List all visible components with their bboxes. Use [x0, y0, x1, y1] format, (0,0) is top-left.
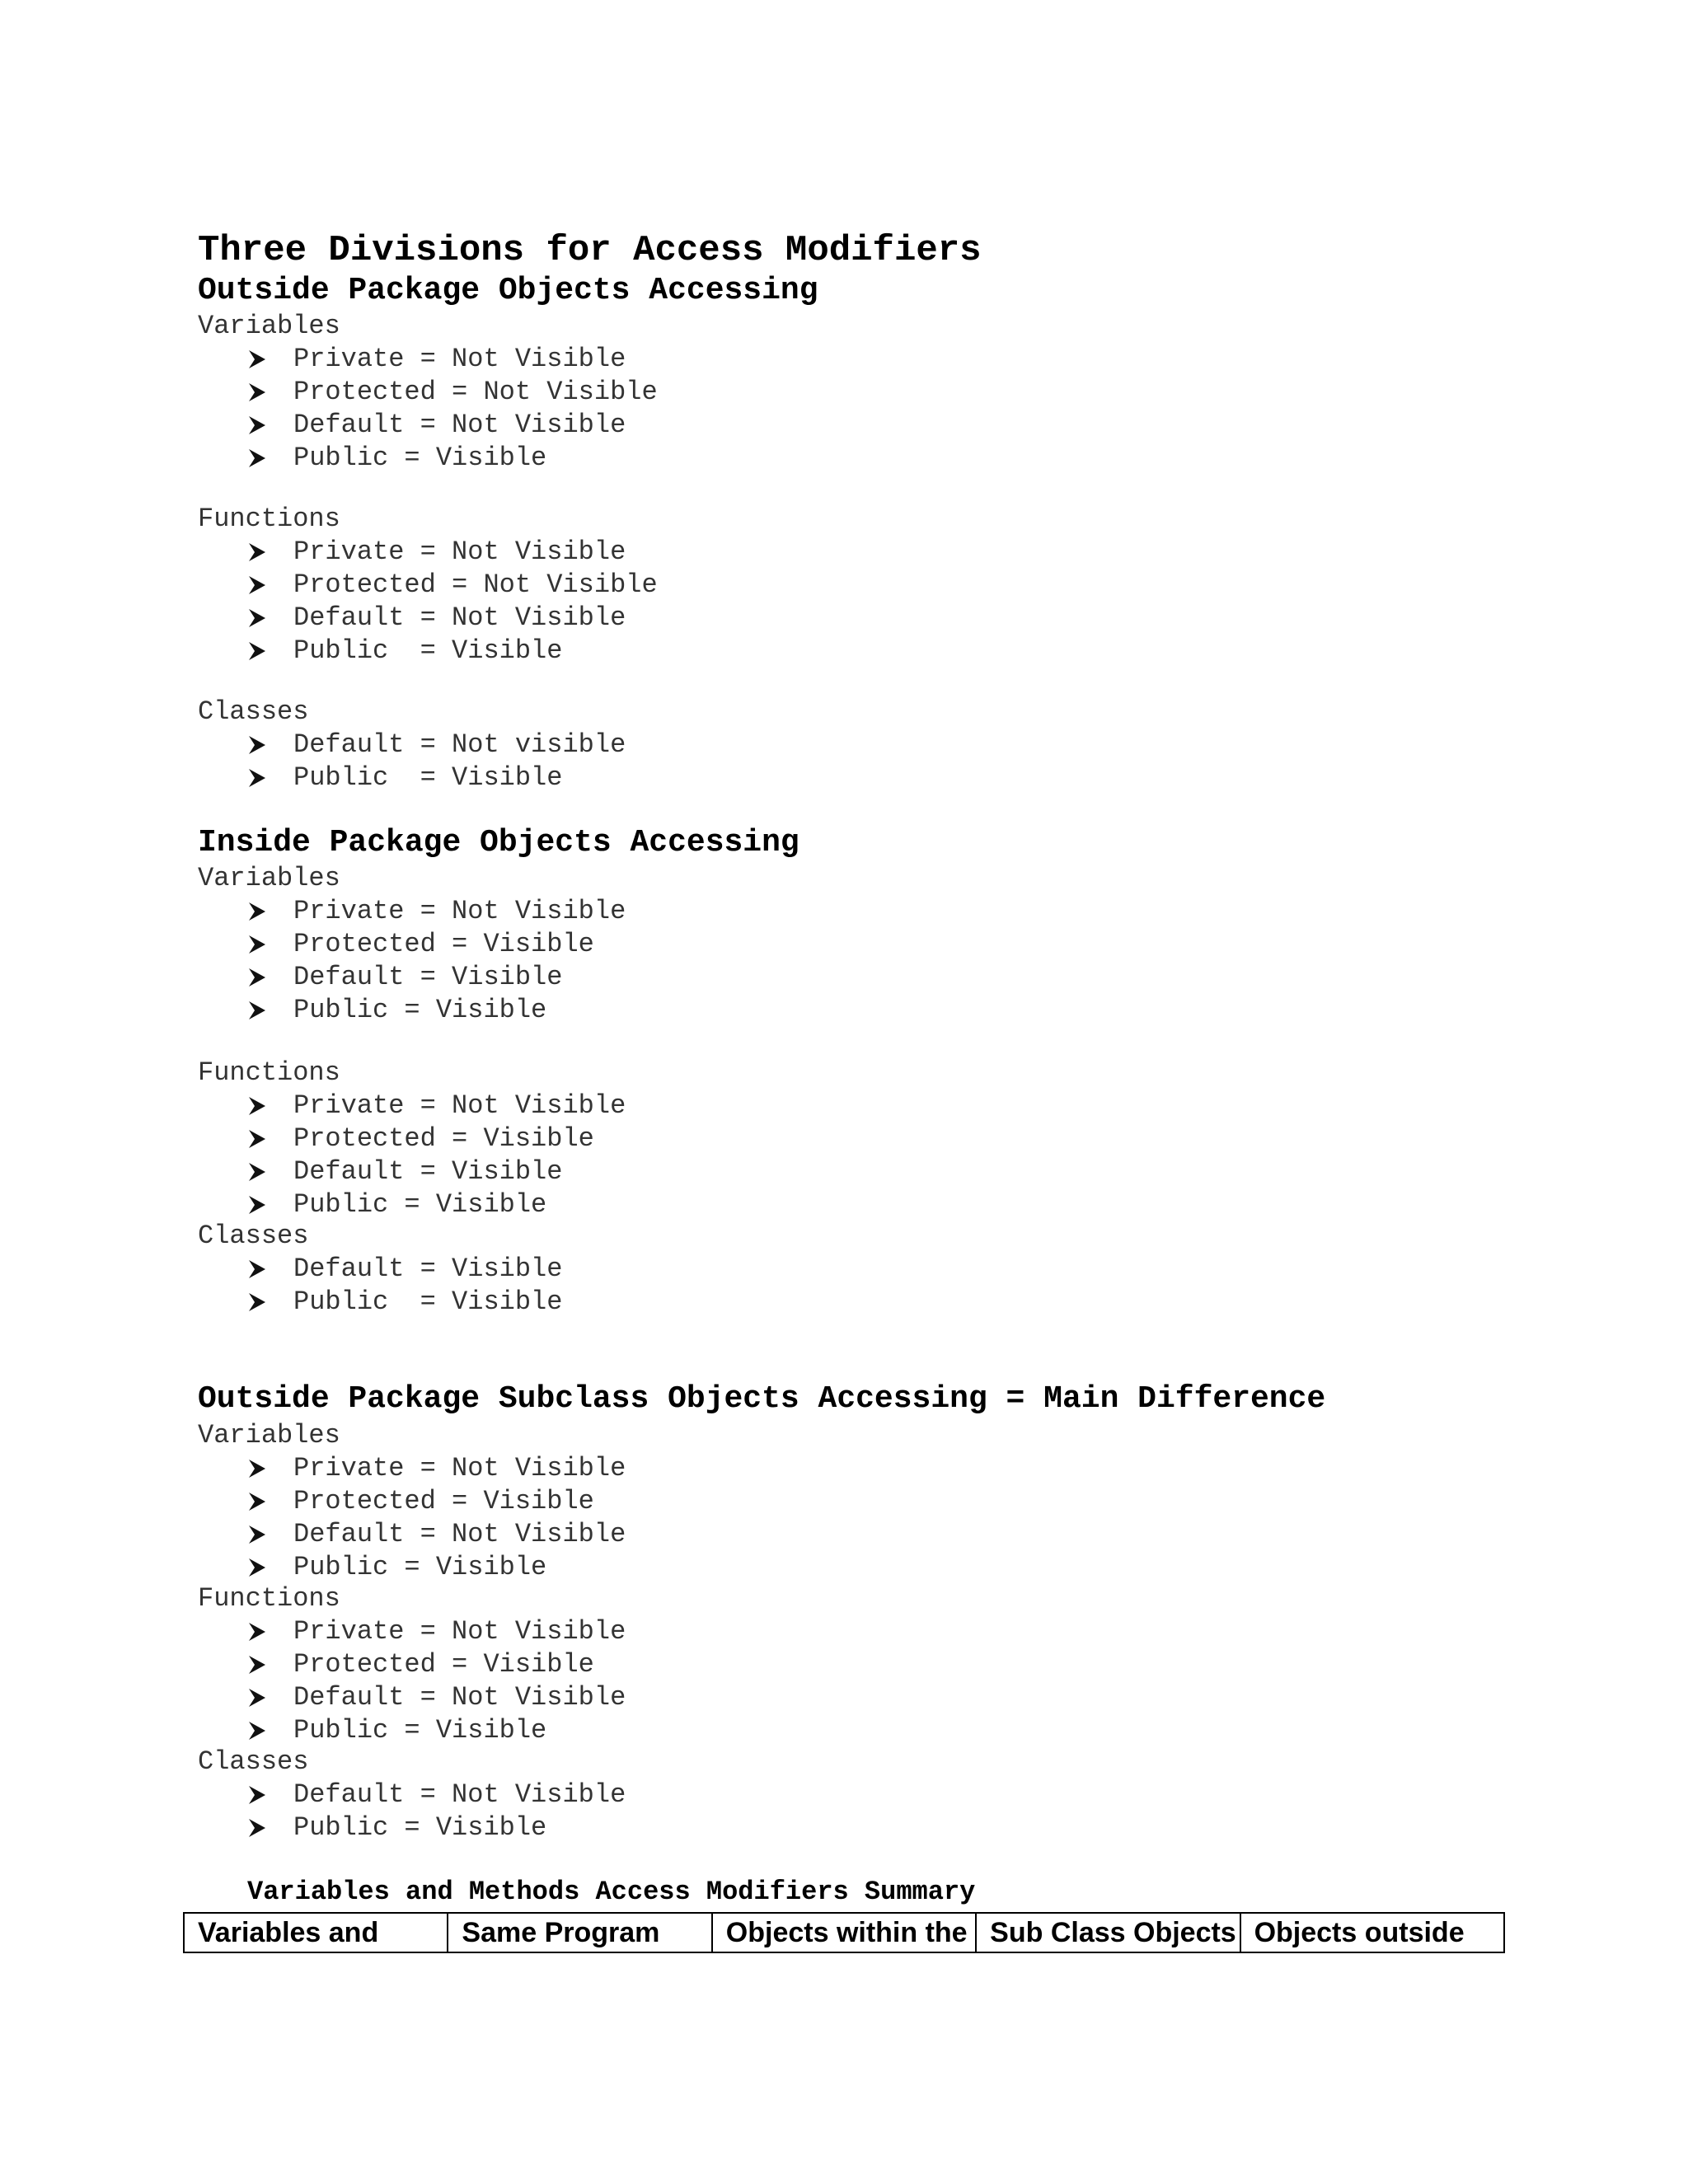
- list-item: Default = Not Visible: [247, 1685, 626, 1711]
- list-item: Protected = Visible: [247, 1126, 594, 1152]
- arrow-bullet-icon: [247, 1555, 293, 1580]
- summary-title: Variables and Methods Access Modifiers Summary: [247, 1877, 976, 1907]
- list-item: Protected = Visible: [247, 931, 594, 958]
- arrow-bullet-icon: [247, 1257, 293, 1282]
- arrow-bullet-icon: [247, 1783, 293, 1807]
- arrow-bullet-icon: [247, 606, 293, 630]
- arrow-bullet-icon: [247, 1685, 293, 1710]
- arrow-bullet-icon: [247, 899, 293, 924]
- group-label-classes: Classes: [198, 696, 309, 727]
- list-item: Public = Visible: [247, 997, 546, 1024]
- arrow-bullet-icon: [247, 540, 293, 565]
- arrow-bullet-icon: [247, 1619, 293, 1644]
- arrow-bullet-icon: [247, 1489, 293, 1514]
- table-header-cell: Variables and: [184, 1913, 448, 1952]
- list-item: Public = Visible: [247, 1815, 546, 1841]
- summary-table: [183, 1912, 1505, 1953]
- table-header-cell: Same Program: [448, 1913, 711, 1952]
- table-header-cell: Sub Class Objects: [976, 1913, 1240, 1952]
- list-item: Private = Not Visible: [247, 898, 626, 925]
- list-item: Default = Not Visible: [247, 1782, 626, 1808]
- arrow-bullet-icon: [247, 932, 293, 957]
- arrow-bullet-icon: [247, 413, 293, 438]
- list-item: Public = Visible: [247, 1289, 562, 1315]
- arrow-bullet-icon: [247, 1160, 293, 1184]
- list-item: Public = Visible: [247, 1554, 546, 1581]
- arrow-bullet-icon: [247, 573, 293, 598]
- group-label-classes: Classes: [198, 1746, 309, 1777]
- section-heading-outside-package: Outside Package Objects Accessing: [198, 273, 818, 308]
- list-item: Public = Visible: [247, 445, 546, 471]
- section-heading-outside-package-subclass: Outside Package Subclass Objects Accessing = Main Difference: [198, 1381, 1326, 1417]
- page-title: Three Divisions for Access Modifiers: [198, 230, 982, 271]
- arrow-bullet-icon: [247, 1816, 293, 1840]
- list-item: Private = Not Visible: [247, 1093, 626, 1119]
- arrow-bullet-icon: [247, 1094, 293, 1118]
- arrow-bullet-icon: [247, 1652, 293, 1677]
- arrow-bullet-icon: [247, 1718, 293, 1743]
- section-heading-inside-package: Inside Package Objects Accessing: [198, 825, 799, 860]
- table-header-cell: Objects within the: [712, 1913, 976, 1952]
- arrow-bullet-icon: [247, 998, 293, 1023]
- list-item: Protected = Not Visible: [247, 379, 658, 405]
- arrow-bullet-icon: [247, 1193, 293, 1217]
- list-item: Default = Not visible: [247, 732, 626, 758]
- group-label-functions: Functions: [198, 1057, 340, 1088]
- group-label-variables: Variables: [198, 863, 340, 893]
- list-item: Private = Not Visible: [247, 346, 626, 373]
- list-item: Private = Not Visible: [247, 1455, 626, 1482]
- arrow-bullet-icon: [247, 446, 293, 471]
- arrow-bullet-icon: [247, 380, 293, 405]
- list-item: Public = Visible: [247, 1718, 546, 1744]
- list-item: Private = Not Visible: [247, 539, 626, 565]
- list-item: Default = Not Visible: [247, 605, 626, 631]
- list-item: Protected = Visible: [247, 1488, 594, 1515]
- arrow-bullet-icon: [247, 1522, 293, 1547]
- arrow-bullet-icon: [247, 733, 293, 757]
- list-item: Public = Visible: [247, 1192, 546, 1218]
- arrow-bullet-icon: [247, 1127, 293, 1151]
- list-item: Protected = Not Visible: [247, 572, 658, 598]
- list-item: Public = Visible: [247, 638, 562, 664]
- list-item: Protected = Visible: [247, 1652, 594, 1678]
- table-header-row: [184, 1913, 1504, 1952]
- list-item: Default = Visible: [247, 1256, 562, 1282]
- group-label-functions: Functions: [198, 504, 340, 534]
- list-item: Default = Not Visible: [247, 1521, 626, 1548]
- arrow-bullet-icon: [247, 965, 293, 990]
- list-item: Default = Visible: [247, 964, 562, 991]
- list-item: Private = Not Visible: [247, 1619, 626, 1645]
- group-label-classes: Classes: [198, 1221, 309, 1251]
- list-item: Default = Visible: [247, 1159, 562, 1185]
- table-header-cell: Objects outside: [1240, 1913, 1504, 1952]
- group-label-functions: Functions: [198, 1583, 340, 1614]
- list-item: Default = Not Visible: [247, 412, 626, 438]
- arrow-bullet-icon: [247, 766, 293, 790]
- arrow-bullet-icon: [247, 1456, 293, 1481]
- arrow-bullet-icon: [247, 639, 293, 663]
- arrow-bullet-icon: [247, 1290, 293, 1315]
- group-label-variables: Variables: [198, 1420, 340, 1451]
- arrow-bullet-icon: [247, 347, 293, 372]
- group-label-variables: Variables: [198, 311, 340, 341]
- list-item: Public = Visible: [247, 765, 562, 791]
